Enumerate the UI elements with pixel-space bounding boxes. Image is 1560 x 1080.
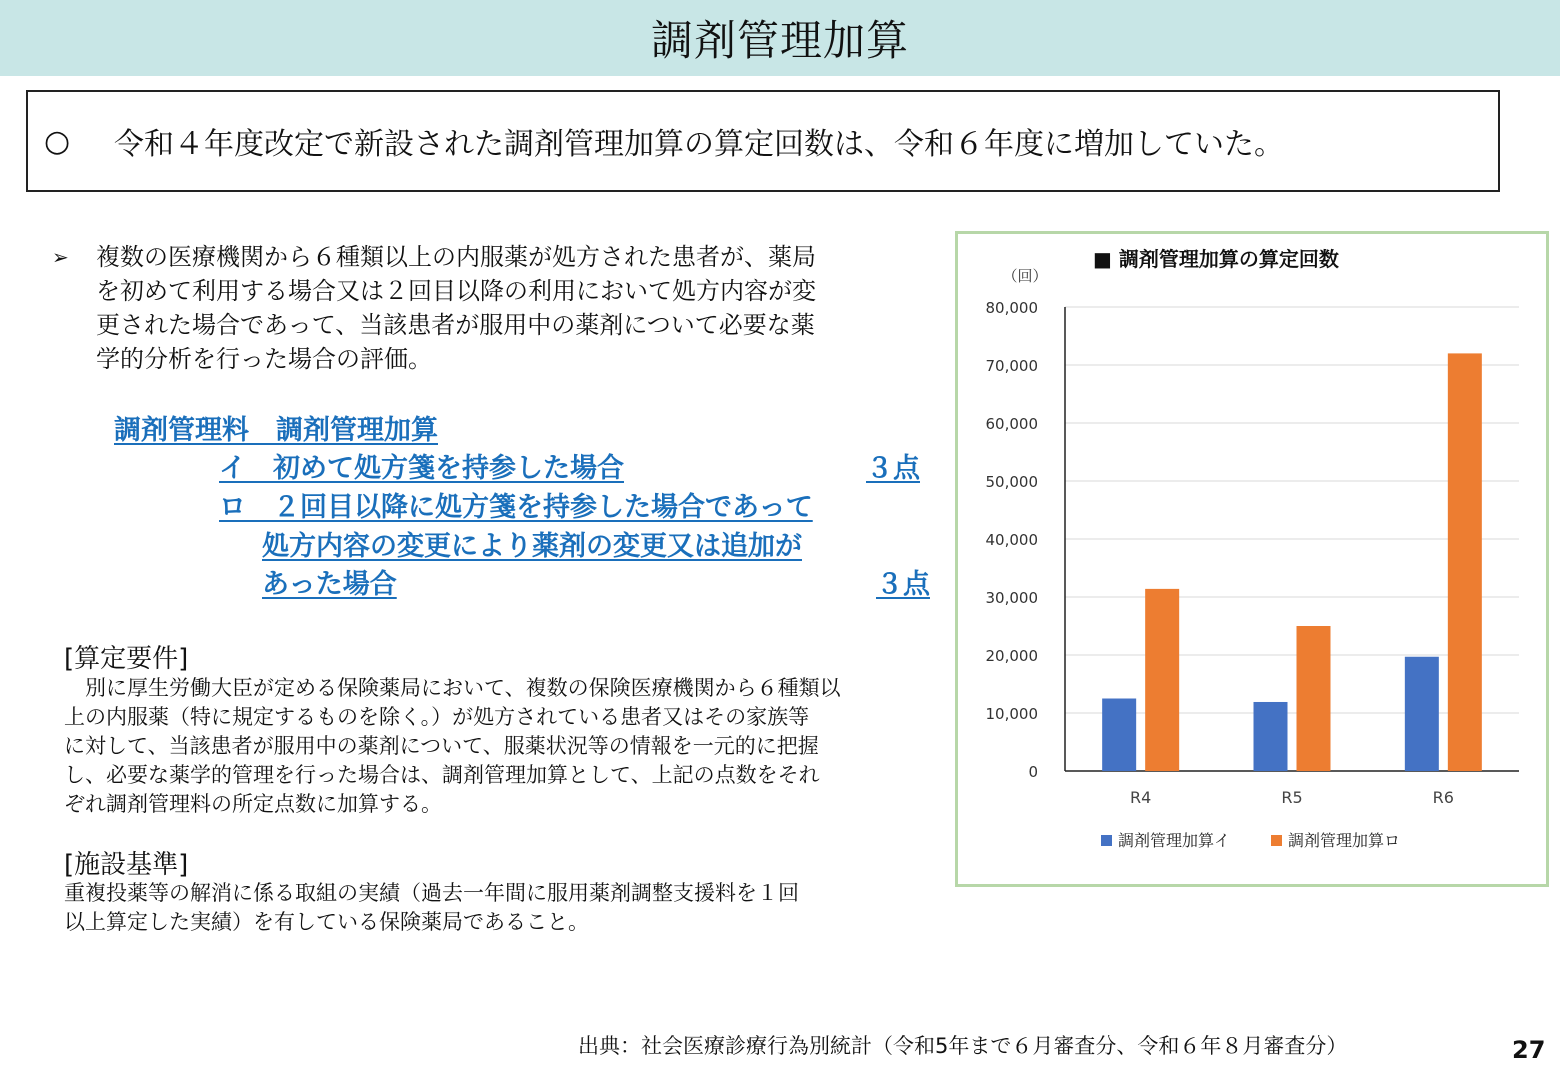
y-tick-label: 40,000 [985,531,1038,549]
requirements-heading: [算定要件] [64,644,189,674]
x-tick-label: R5 [1281,788,1303,807]
requirements-line: し、必要な薬学的管理を行った場合は、調剤管理加算として、上記の点数をそれ [64,763,820,787]
summary-marker: ○ [44,123,71,159]
facility-line: 重複投薬等の解消に係る取組の実績（過去一年間に服用薬剤調整支援料を１回 [64,881,799,905]
page-number: 27 [1512,1036,1546,1064]
y-tick-label: 20,000 [985,647,1038,665]
source-note: 出典：社会医療診療行為別統計（令和5年まで６月審査分、令和６年８月審査分） [578,1034,1348,1058]
x-tick-label: R6 [1432,788,1454,807]
fee-item-b-line2: 処方内容の変更により薬剤の変更又は追加が [262,531,802,562]
description-line: 更された場合であって、当該患者が服用中の薬剤について必要な薬 [96,311,815,339]
fee-item-b-points: ３点 [876,569,930,600]
chart-panel [955,231,1549,887]
summary-text: 令和４年度改定で新設された調剤管理加算の算定回数は、令和６年度に増加していた。 [114,127,1284,162]
y-tick-label: 80,000 [985,299,1038,317]
fee-item-a: イ 初めて処方箋を持参した場合 [219,453,624,484]
page-title: 調剤管理加算 [650,16,909,65]
y-tick-label: 50,000 [985,473,1038,491]
legend-label-series-1: 調剤管理加算イ [1118,831,1231,850]
summary-box [26,90,1500,192]
y-tick-label: 0 [1028,763,1038,781]
requirements-line: に対して、当該患者が服用中の薬剤について、服薬状況等の情報を一元的に把握 [64,734,819,758]
bar-chart [958,234,1552,890]
y-tick-label: 10,000 [985,705,1038,723]
description-line: 学的分析を行った場合の評価。 [96,345,432,373]
facility-heading: [施設基準] [64,850,189,880]
legend-swatch-series-1 [1101,835,1112,846]
bar-R4-series-2 [1145,589,1179,771]
fee-item-a-points: ３点 [866,453,920,484]
bar-R5-series-2 [1297,626,1331,771]
requirements-body [64,674,841,819]
y-tick-label: 70,000 [985,357,1038,375]
fee-item-b-line1: ロ ２回目以降に処方箋を持参した場合であって [219,492,813,523]
facility-line: 以上算定した実績）を有している保険薬局であること。 [64,910,589,934]
legend-swatch-series-2 [1271,835,1282,846]
title-bar [0,0,1560,76]
requirements-line: ぞれ調剤管理料の所定点数に加算する。 [64,792,442,816]
bar-R4-series-1 [1102,699,1136,772]
facility-body [64,879,799,937]
requirements-line: 上の内服薬（特に規定するものを除く。）が処方されている患者又はその家族等 [64,705,810,729]
requirements-line: 別に厚生労働大臣が定める保険薬局において、複数の保険医療機関から６種類以 [64,676,841,700]
arrow-bullet-icon: ➢ [52,245,69,269]
y-tick-label: 60,000 [985,415,1038,433]
bar-R6-series-1 [1405,657,1439,771]
y-tick-label: 30,000 [985,589,1038,607]
chart-title: ■ 調剤管理加算の算定回数 [1093,247,1339,271]
bar-R5-series-1 [1254,702,1288,771]
legend-label-series-2: 調剤管理加算ロ [1288,831,1401,850]
x-tick-label: R4 [1130,788,1152,807]
bar-R6-series-2 [1448,353,1482,771]
fee-item-b-line3: あった場合 [262,569,397,600]
description-line: 複数の医療機関から６種類以上の内服薬が処方された患者が、薬局 [96,243,816,271]
fee-heading: 調剤管理料 調剤管理加算 [114,415,438,446]
description-line: を初めて利用する場合又は２回目以降の利用において処方内容が変 [96,277,816,305]
description-block [52,240,937,376]
y-axis-unit-label: （回） [1002,267,1048,285]
